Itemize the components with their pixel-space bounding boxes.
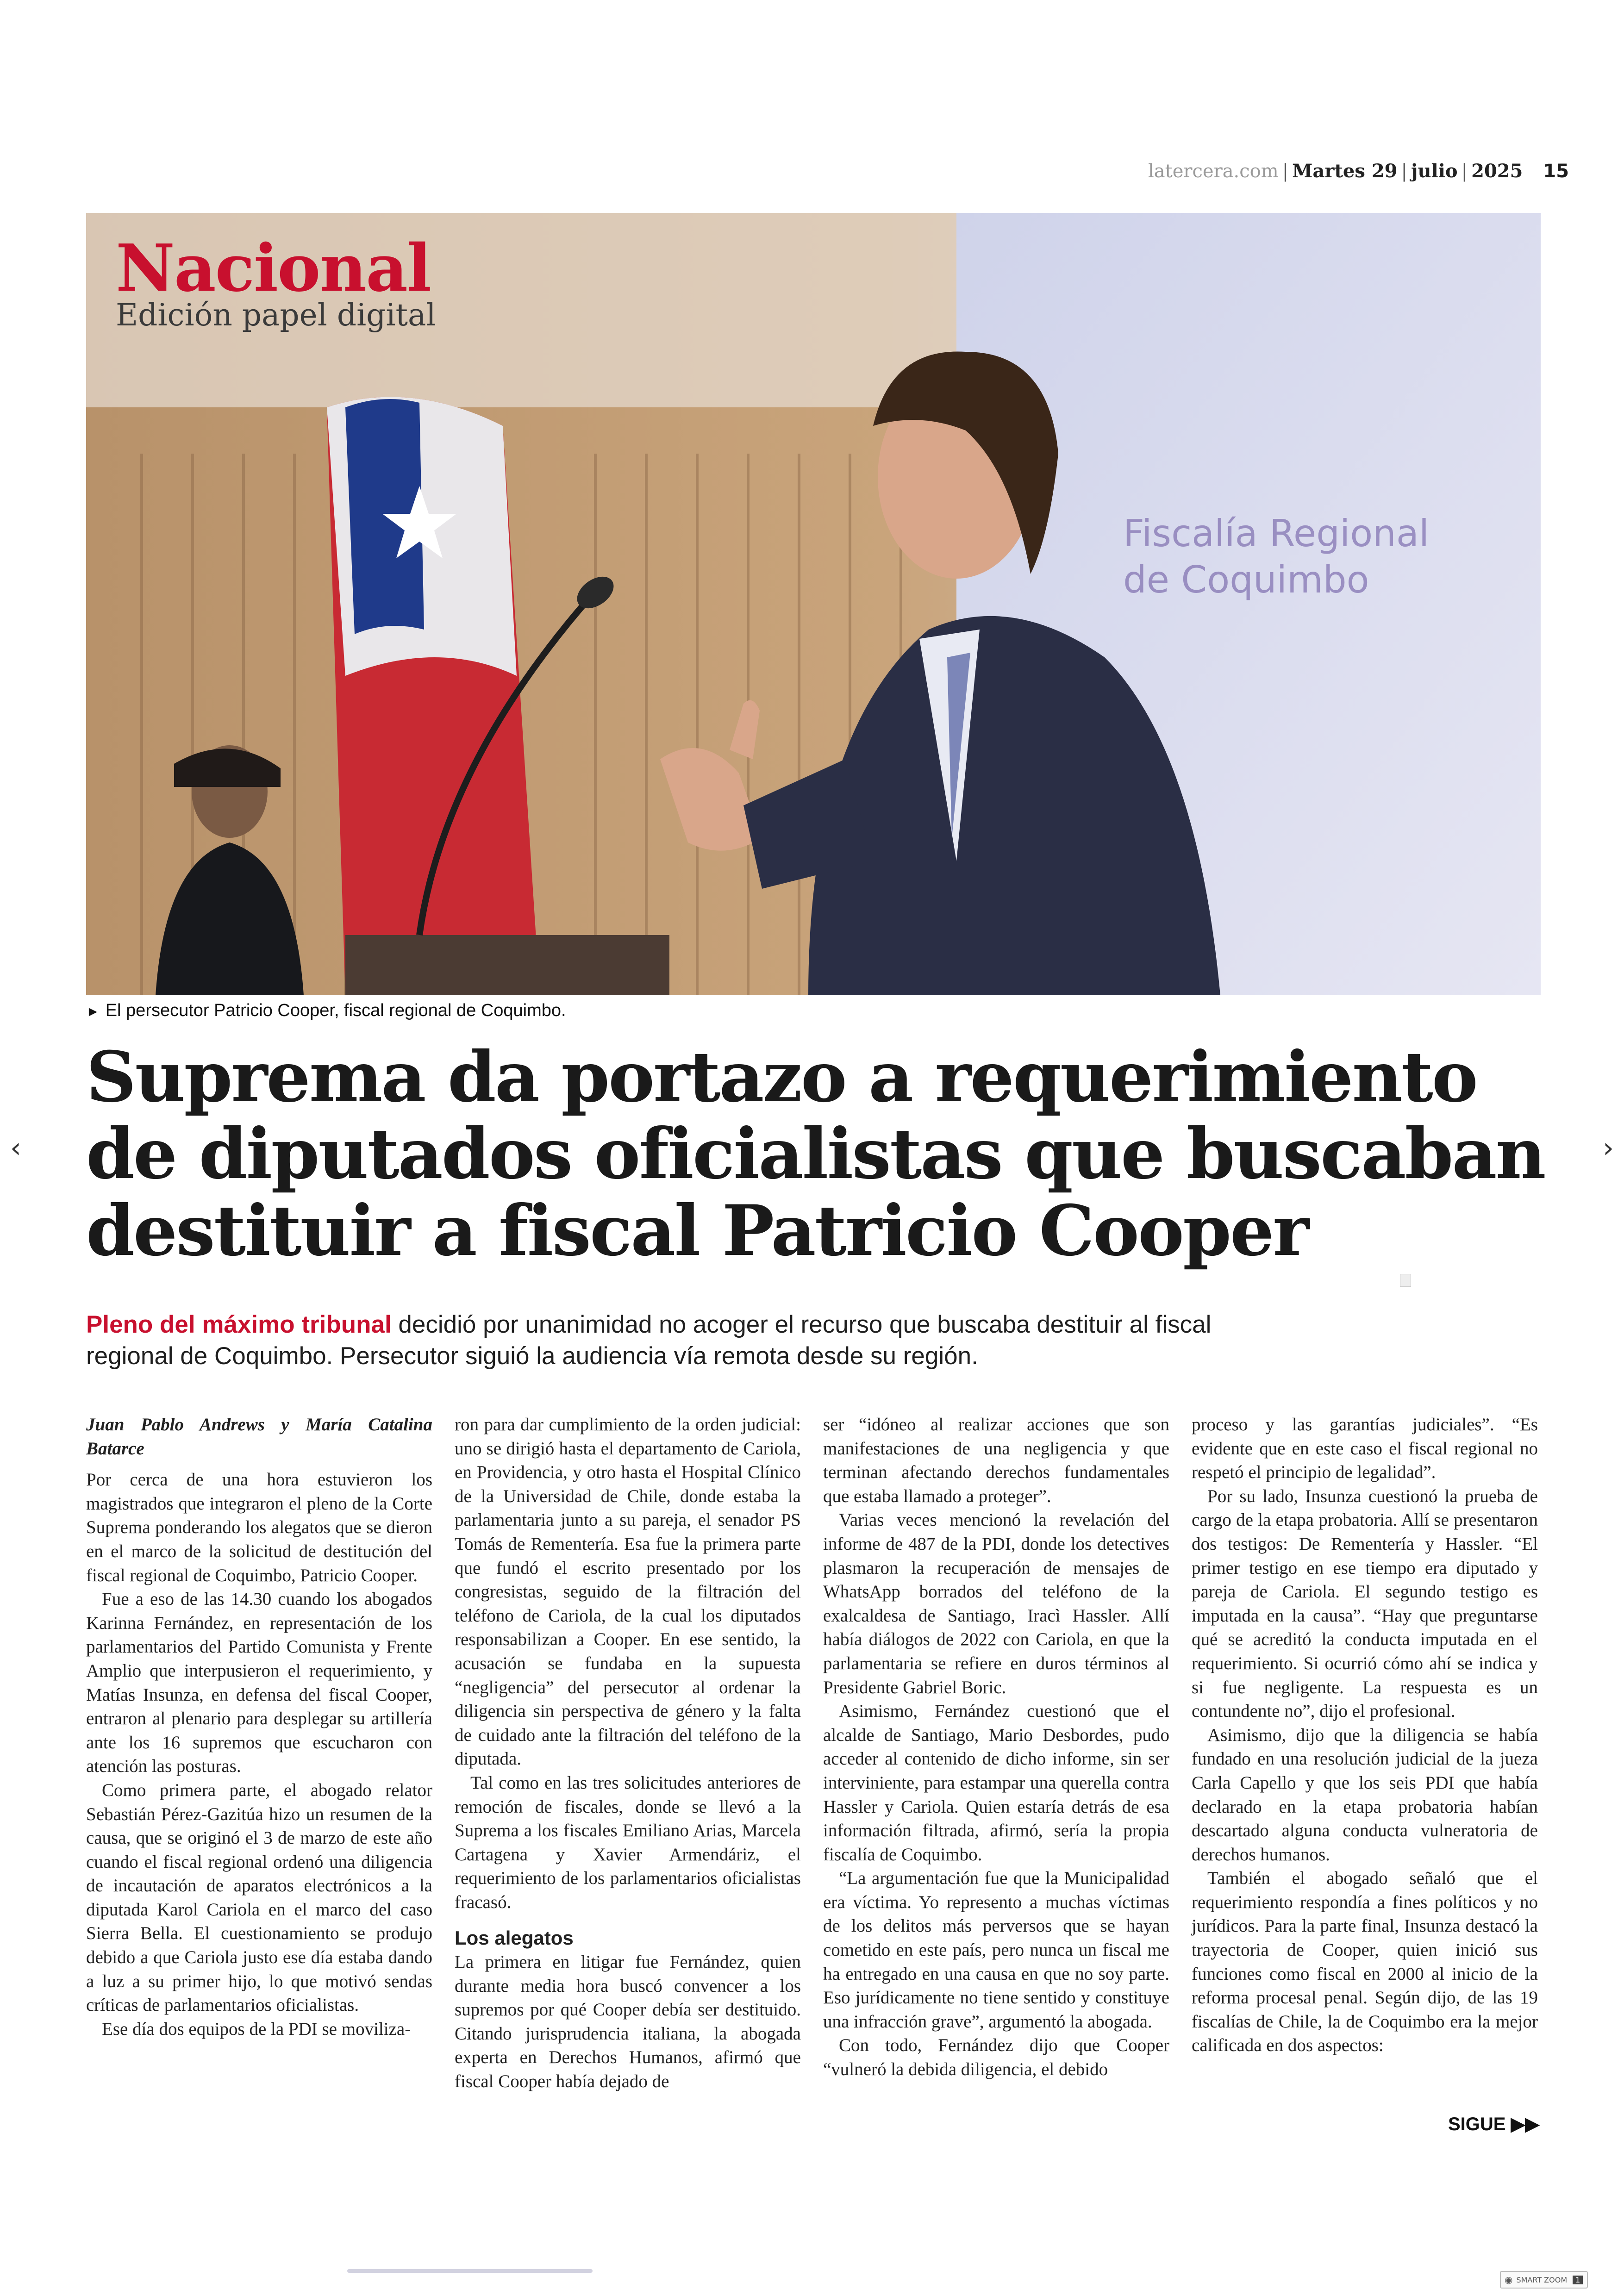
svg-text:de Coquimbo: de Coquimbo xyxy=(1123,558,1369,601)
paragraph: Varias veces mencionó la revelación del informe de 487 de la PDI, donde los detectives plasmaron la recuperación de mensajes de WhatsApp borrados del teléfono de la exalcaldesa de Santiago, Iracì Hassler. Allí había diálogos de 2022 con Cariola, en que la parlamentaria se refiere en duros términos al Presidente Gabriel Boric. xyxy=(823,1510,1169,1697)
article-column-4 xyxy=(1192,1413,1538,2058)
smart-zoom-button[interactable] xyxy=(1500,2271,1588,2289)
smart-zoom-label: SMART ZOOM xyxy=(1516,2275,1568,2284)
header-month: julio xyxy=(1411,160,1458,182)
headline-line-2: de diputados oficialistas que buscaban xyxy=(86,1113,1545,1195)
annotation-icon[interactable] xyxy=(1400,1274,1411,1287)
paragraph: Tal como en las tres solicitudes anteriores de remoción de fiscales, donde se llevó a la Suprema a los fiscales Emiliano Arias, Marcela Cartagena y Xavier Armendáriz, el requerimiento de los parlamentarios oficialistas fracasó. xyxy=(455,1772,801,1912)
next-page-button[interactable]: › xyxy=(1603,1132,1614,1164)
lede-text: decidió por unanimidad no acoger el recurso que buscaba destituir al fiscal regional de Coquimbo. Persecutor siguió la audiencia vía remota desde su región. xyxy=(86,1311,1212,1370)
paragraph: Como primera parte, el abogado relator Sebastián Pérez-Gazitúa hizo un resumen de la causa, que se originó el 3 de marzo de este año cuando el fiscal regional ordenó una diligencia de incautación de aparatos electrónicos a la diputada Karol Cariola en el marco del caso Sierra Bella. El cuestionamiento se produjo debido a que Cariola justo ese día estaba dando a luz a su primer hijo, lo que motivó sendas críticas de parlamentarios oficialistas. xyxy=(86,1780,432,2015)
eye-icon: ◉ xyxy=(1505,2274,1513,2285)
article-column-3 xyxy=(823,1413,1169,2082)
site-name: latercera.com xyxy=(1148,161,1279,182)
page-scrollbar[interactable] xyxy=(347,2269,593,2273)
section-subtitle: Edición papel digital xyxy=(116,297,436,333)
paragraph: También el abogado señaló que el requerimiento respondía a fines políticos y no jurídicos. Para la parte final, Insunza destacó la trayectoria de Cooper, quien inició sus funciones como fiscal en 2000 al inicio de la reforma procesal penal. Según dijo, de las 19 fiscalías de Chile, la de Coquimbo era la mejor calificada en dos aspectos: xyxy=(1192,1868,1538,2056)
caption-arrow-icon: ► xyxy=(86,1004,100,1019)
paragraph: Con todo, Fernández dijo que Cooper “vulneró la debida diligencia, el debido xyxy=(823,2035,1169,2080)
article-column-2 xyxy=(455,1413,801,2094)
paragraph: Asimismo, Fernández cuestionó que el alcalde de Santiago, Mario Desbordes, pudo acceder al contenido de dicho informe, sin ser interviniente, para estampar una querella contra Hassler y Cariola. Quien estaría detrás de esa información filtrada, afirmó, sería la propia fiscalía de Coquimbo. xyxy=(823,1701,1169,1865)
headline-line-1: Suprema da portazo a requerimiento xyxy=(86,1036,1477,1118)
paragraph: ron para dar cumplimiento de la orden judicial: uno se dirigió hasta el departamento de Cariola, en Providencia, y otro hasta el Hospital Clínico de la Universidad de Chile, donde estaba la parlamentaria junto a su pareja, el senador PS Tomás de Rementería. Esa fue la primera parte que fundó el escrito presentado por los congresistas, seguido de la filtración del teléfono de Cariola, de la cual los diputados responsabilizan a Cooper. En ese sentido, la acusación se fundaba en la supuesta “negligencia” del persecutor al ordenar la diligencia sin perspectiva de género y la falta de cuidado ante la filtración del teléfono de la diputada. xyxy=(455,1415,801,1769)
paragraph: Ese día dos equipos de la PDI se moviliza- xyxy=(102,2019,411,2039)
paragraph: Por cerca de una hora estuvieron los magistrados que integraron el pleno de la Corte Suprema ponderando los alegatos que se dieron en el marco de la solicitud de destitución del fiscal regional de Coquimbo, Patricio Cooper. xyxy=(86,1470,432,1585)
subhead: Los alegatos xyxy=(455,1927,574,1949)
lede-highlight: Pleno del máximo tribunal xyxy=(86,1311,392,1338)
headline xyxy=(86,1036,1545,1272)
svg-text:Fiscalía Regional: Fiscalía Regional xyxy=(1123,512,1430,555)
caption-text: El persecutor Patricio Cooper, fiscal regional de Coquimbo. xyxy=(105,1001,566,1020)
lede xyxy=(86,1309,1216,1372)
article-column-1 xyxy=(86,1413,432,2041)
page-number: 15 xyxy=(1543,161,1569,182)
continue-label: SIGUE ▶▶ xyxy=(1448,2114,1540,2134)
headline-line-3: destituir a fiscal Patricio Cooper xyxy=(86,1190,1308,1272)
smart-zoom-count: 1 xyxy=(1573,2276,1583,2284)
paragraph: Asimismo, dijo que la diligencia se había fundado en una resolución judicial de la jueza Carla Capello y que los seis PDI que había declarado en la etapa probatoria habían descartado alguna conducta vulneratoria de derechos humanos. xyxy=(1192,1725,1538,1865)
byline: Juan Pablo Andrews y María Catalina Batarce xyxy=(86,1415,432,1459)
page-header: latercera.com | Martes 29 | julio | 2025 15 xyxy=(1148,160,1569,182)
paragraph: Por su lado, Insunza cuestionó la prueba de cargo de la etapa probatoria. Allí se presentaron dos testigos: De Rementería y Hassler. “El primer testigo en ese tiempo era diputado y pareja de Cariola. El segundo testigo es imputada en la causa”. “Hay que preguntarse qué se acreditó la conducta imputada en el requerimiento. Si ocurrió cómo ahí se indica y si fue negligente. La respuesta es un contundente no”, dijo el profesional. xyxy=(1192,1486,1538,1721)
header-year: 2025 xyxy=(1471,160,1523,182)
photo-caption xyxy=(86,1001,566,1021)
prev-page-button[interactable]: ‹ xyxy=(10,1132,21,1164)
paragraph: proceso y las garantías judiciales”. “Es evidente que en este caso el fiscal regional no respetó el principio de legalidad”. xyxy=(1192,1415,1538,1483)
paragraph: ser “idóneo al realizar acciones que son manifestaciones de una negligencia y que terminan afectando derechos fundamentales que estaba llamado a proteger”. xyxy=(823,1415,1169,1506)
header-day: Martes 29 xyxy=(1292,160,1398,182)
paragraph: La primera en litigar fue Fernández, quien durante media hora buscó convencer a los supremos por qué Cooper debía ser destituido. Citando jurisprudencia italiana, la abogada experta en Derechos Humanos, afirmó que fiscal Cooper había dejado de xyxy=(455,1952,801,2092)
paragraph: Fue a eso de las 14.30 cuando los abogados Karinna Fernández, en representación de los parlamentarios del Partido Comunista y Frente Amplio que interpusieron el requerimiento, y Matías Insunza, en defensa del fiscal Cooper, entraron al plenario para desplegar su artillería ante los 16 supremos que escucharon con atención las posturas. xyxy=(86,1589,432,1777)
section-title: Nacional xyxy=(116,231,431,306)
paragraph: “La argumentación fue que la Municipalidad era víctima. Yo represento a muchas víctimas de los delitos más perversos que se hayan cometido en este país, pero nunca un fiscal me ha entregado en una causa en que no soy parte. Eso jurídicamente no tiene sentido y constituye una infracción grave”, argumentó la abogada. xyxy=(823,1868,1169,2032)
